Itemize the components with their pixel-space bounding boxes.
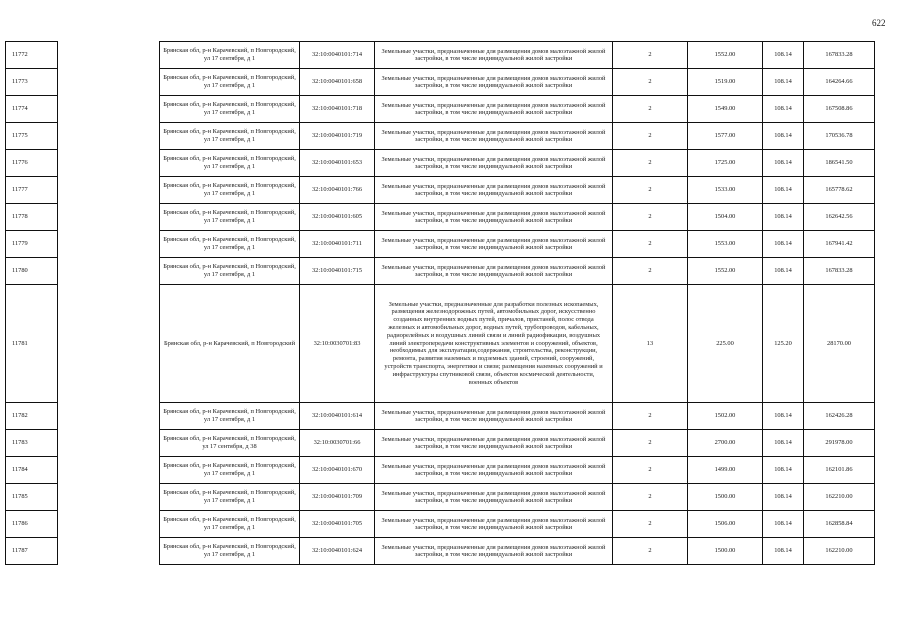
area-cell: 225.00 [688,285,763,403]
group-cell: 2 [613,69,688,96]
cadastral-number-cell: 32:10:0040101:658 [300,69,375,96]
row-number: 11787 [6,538,58,565]
rate-cell: 108.14 [763,511,804,538]
empty-cell [58,96,160,123]
address-cell: Брянская обл, р-н Карачевский, п Новгородский, ул 17 сентября, д 1 [160,538,300,565]
group-cell: 2 [613,258,688,285]
area-cell: 1502.00 [688,403,763,430]
empty-cell [58,150,160,177]
area-cell: 1533.00 [688,177,763,204]
rate-cell: 108.14 [763,204,804,231]
empty-cell [58,511,160,538]
row-number: 11786 [6,511,58,538]
cadastral-value-cell: 165778.62 [804,177,875,204]
area-cell: 1506.00 [688,511,763,538]
group-cell: 13 [613,285,688,403]
land-use-description-cell: Земельные участки, предназначенные для размещения домов малоэтажной жилой застройки, в том числе индивидуальной жилой застройки [375,42,613,69]
group-cell: 2 [613,204,688,231]
cadastral-number-cell: 32:10:0030701:66 [300,430,375,457]
cadastral-value-cell: 162101.86 [804,457,875,484]
group-cell: 2 [613,430,688,457]
rate-cell: 125.20 [763,285,804,403]
cadastral-value-cell: 170536.78 [804,123,875,150]
area-cell: 1500.00 [688,538,763,565]
land-use-description-cell: Земельные участки, предназначенные для размещения домов малоэтажной жилой застройки, в том числе индивидуальной жилой застройки [375,204,613,231]
cadastral-value-cell: 167941.42 [804,231,875,258]
area-cell: 1519.00 [688,69,763,96]
land-use-description-cell: Земельные участки, предназначенные для размещения домов малоэтажной жилой застройки, в том числе индивидуальной жилой застройки [375,457,613,484]
land-use-description-cell: Земельные участки, предназначенные для размещения домов малоэтажной жилой застройки, в том числе индивидуальной жилой застройки [375,258,613,285]
cadastral-value-cell: 162210.00 [804,538,875,565]
row-number: 11779 [6,231,58,258]
row-number: 11782 [6,403,58,430]
land-use-description-cell: Земельные участки, предназначенные для размещения домов малоэтажной жилой застройки, в том числе индивидуальной жилой застройки [375,511,613,538]
empty-cell [58,457,160,484]
empty-cell [58,123,160,150]
land-use-description-cell: Земельные участки, предназначенные для разработки полезных ископаемых, размещения железнодорожных путей, автомобильных дорог, искусственно созданных внутренних водных путей, причалов, пристаней, полос отвода железных и автомобильных дорог, водных путей, трубопроводов, кабельных, радиорелейных и воздушных линий связи и линий радиофикации, воздушных линий электропередачи конструктивных элементов и сооружений, объектов, необходимых для эксплуатации,содержания, строительства, реконструкции, ремонта, развития наземных и подземных зданий, строений, сооружений, устройств транспорта, энергетики и связи; размещения наземных сооружений и инфраструктуры спутниковой связи, объектов космической деятельности, военных объектов [375,285,613,403]
cadastral-value-cell: 167833.28 [804,42,875,69]
address-cell: Брянская обл, р-н Карачевский, п Новгородский, ул 17 сентября, д 1 [160,511,300,538]
address-cell: Брянская обл, р-н Карачевский, п Новгородский, ул 17 сентября, д 1 [160,231,300,258]
empty-cell [58,231,160,258]
address-cell: Брянская обл, р-н Карачевский, п Новгородский, ул 17 сентября, д 1 [160,96,300,123]
table-body [6,42,875,565]
land-use-description-cell: Земельные участки, предназначенные для размещения домов малоэтажной жилой застройки, в том числе индивидуальной жилой застройки [375,538,613,565]
row-number: 11774 [6,96,58,123]
row-number: 11772 [6,42,58,69]
land-use-description-cell: Земельные участки, предназначенные для размещения домов малоэтажной жилой застройки, в том числе индивидуальной жилой застройки [375,123,613,150]
cadastral-number-cell: 32:10:0040101:715 [300,258,375,285]
table-row [6,511,875,538]
cadastral-number-cell: 32:10:0040101:605 [300,204,375,231]
cadastral-number-cell: 32:10:0040101:705 [300,511,375,538]
empty-cell [58,204,160,231]
rate-cell: 108.14 [763,177,804,204]
address-cell: Брянская обл, р-н Карачевский, п Новгородский, ул 17 сентября, д 1 [160,177,300,204]
empty-cell [58,430,160,457]
group-cell: 2 [613,42,688,69]
cadastral-number-cell: 32:10:0040101:614 [300,403,375,430]
area-cell: 2700.00 [688,430,763,457]
cadastral-table [5,41,875,565]
cadastral-number-cell: 32:10:0040101:718 [300,96,375,123]
rate-cell: 108.14 [763,69,804,96]
cadastral-number-cell: 32:10:0040101:766 [300,177,375,204]
address-cell: Брянская обл, р-н Карачевский, п Новгородский, ул 17 сентября, д 1 [160,204,300,231]
area-cell: 1499.00 [688,457,763,484]
empty-cell [58,403,160,430]
table-row [6,231,875,258]
group-cell: 2 [613,457,688,484]
rate-cell: 108.14 [763,403,804,430]
cadastral-value-cell: 164264.66 [804,69,875,96]
table-row [6,42,875,69]
cadastral-value-cell: 162210.00 [804,484,875,511]
area-cell: 1725.00 [688,150,763,177]
address-cell: Брянская обл, р-н Карачевский, п Новгородский, ул 17 сентября, д 1 [160,258,300,285]
rate-cell: 108.14 [763,42,804,69]
rate-cell: 108.14 [763,538,804,565]
table-row [6,177,875,204]
land-use-description-cell: Земельные участки, предназначенные для размещения домов малоэтажной жилой застройки, в том числе индивидуальной жилой застройки [375,69,613,96]
address-cell: Брянская обл, р-н Карачевский, п Новгородский, ул 17 сентября, д 1 [160,403,300,430]
table-row [6,285,875,403]
table-row [6,69,875,96]
table-row [6,123,875,150]
area-cell: 1553.00 [688,231,763,258]
group-cell: 2 [613,150,688,177]
row-number: 11777 [6,177,58,204]
cadastral-value-cell: 162426.28 [804,403,875,430]
row-number: 11773 [6,69,58,96]
table-row [6,430,875,457]
table-row [6,258,875,285]
row-number: 11783 [6,430,58,457]
address-cell: Брянская обл, р-н Карачевский, п Новгородский, ул 17 сентября, д 1 [160,484,300,511]
address-cell: Брянская обл, р-н Карачевский, п Новгородский [160,285,300,403]
rate-cell: 108.14 [763,150,804,177]
empty-cell [58,285,160,403]
cadastral-value-cell: 162642.56 [804,204,875,231]
rate-cell: 108.14 [763,96,804,123]
cadastral-number-cell: 32:10:0040101:709 [300,484,375,511]
group-cell: 2 [613,538,688,565]
group-cell: 2 [613,123,688,150]
area-cell: 1552.00 [688,258,763,285]
group-cell: 2 [613,403,688,430]
cadastral-number-cell: 32:10:0040101:624 [300,538,375,565]
rate-cell: 108.14 [763,123,804,150]
cadastral-number-cell: 32:10:0040101:714 [300,42,375,69]
cadastral-value-cell: 28170.00 [804,285,875,403]
table-row [6,150,875,177]
cadastral-number-cell: 32:10:0040101:670 [300,457,375,484]
rate-cell: 108.14 [763,484,804,511]
empty-cell [58,69,160,96]
empty-cell [58,258,160,285]
address-cell: Брянская обл, р-н Карачевский, п Новгородский, ул 17 сентября, д 1 [160,69,300,96]
area-cell: 1552.00 [688,42,763,69]
table-row [6,538,875,565]
empty-cell [58,177,160,204]
area-cell: 1577.00 [688,123,763,150]
land-use-description-cell: Земельные участки, предназначенные для размещения домов малоэтажной жилой застройки, в том числе индивидуальной жилой застройки [375,150,613,177]
land-use-description-cell: Земельные участки, предназначенные для размещения домов малоэтажной жилой застройки, в том числе индивидуальной жилой застройки [375,231,613,258]
row-number: 11778 [6,204,58,231]
land-use-description-cell: Земельные участки, предназначенные для размещения домов малоэтажной жилой застройки, в том числе индивидуальной жилой застройки [375,403,613,430]
row-number: 11784 [6,457,58,484]
address-cell: Брянская обл, р-н Карачевский, п Новгородский, ул 17 сентября, д 1 [160,123,300,150]
cadastral-value-cell: 291978.00 [804,430,875,457]
land-use-description-cell: Земельные участки, предназначенные для размещения домов малоэтажной жилой застройки, в том числе индивидуальной жилой застройки [375,484,613,511]
land-use-description-cell: Земельные участки, предназначенные для размещения домов малоэтажной жилой застройки, в том числе индивидуальной жилой застройки [375,177,613,204]
row-number: 11776 [6,150,58,177]
rate-cell: 108.14 [763,430,804,457]
cadastral-number-cell: 32:10:0040101:653 [300,150,375,177]
row-number: 11780 [6,258,58,285]
area-cell: 1500.00 [688,484,763,511]
group-cell: 2 [613,177,688,204]
address-cell: Брянская обл, р-н Карачевский, п Новгородский, ул 17 сентября, д 1 [160,42,300,69]
empty-cell [58,538,160,565]
row-number: 11775 [6,123,58,150]
cadastral-number-cell: 32:10:0030701:83 [300,285,375,403]
rate-cell: 108.14 [763,258,804,285]
group-cell: 2 [613,511,688,538]
address-cell: Брянская обл, р-н Карачевский, п Новгородский, ул 17 сентября, д 38 [160,430,300,457]
group-cell: 2 [613,96,688,123]
table-row [6,484,875,511]
table-row [6,96,875,123]
area-cell: 1549.00 [688,96,763,123]
row-number: 11781 [6,285,58,403]
table-row [6,457,875,484]
empty-cell [58,484,160,511]
rate-cell: 108.14 [763,457,804,484]
address-cell: Брянская обл, р-н Карачевский, п Новгородский, ул 17 сентября, д 1 [160,150,300,177]
group-cell: 2 [613,231,688,258]
cadastral-number-cell: 32:10:0040101:719 [300,123,375,150]
page-number: 622 [872,18,886,28]
cadastral-value-cell: 186541.50 [804,150,875,177]
group-cell: 2 [613,484,688,511]
land-use-description-cell: Земельные участки, предназначенные для размещения домов малоэтажной жилой застройки, в том числе индивидуальной жилой застройки [375,430,613,457]
row-number: 11785 [6,484,58,511]
empty-cell [58,42,160,69]
cadastral-number-cell: 32:10:0040101:711 [300,231,375,258]
cadastral-value-cell: 167833.28 [804,258,875,285]
address-cell: Брянская обл, р-н Карачевский, п Новгородский, ул 17 сентября, д 1 [160,457,300,484]
cadastral-value-cell: 167508.86 [804,96,875,123]
land-use-description-cell: Земельные участки, предназначенные для размещения домов малоэтажной жилой застройки, в том числе индивидуальной жилой застройки [375,96,613,123]
cadastral-value-cell: 162858.84 [804,511,875,538]
rate-cell: 108.14 [763,231,804,258]
area-cell: 1504.00 [688,204,763,231]
table-row [6,403,875,430]
table-row [6,204,875,231]
